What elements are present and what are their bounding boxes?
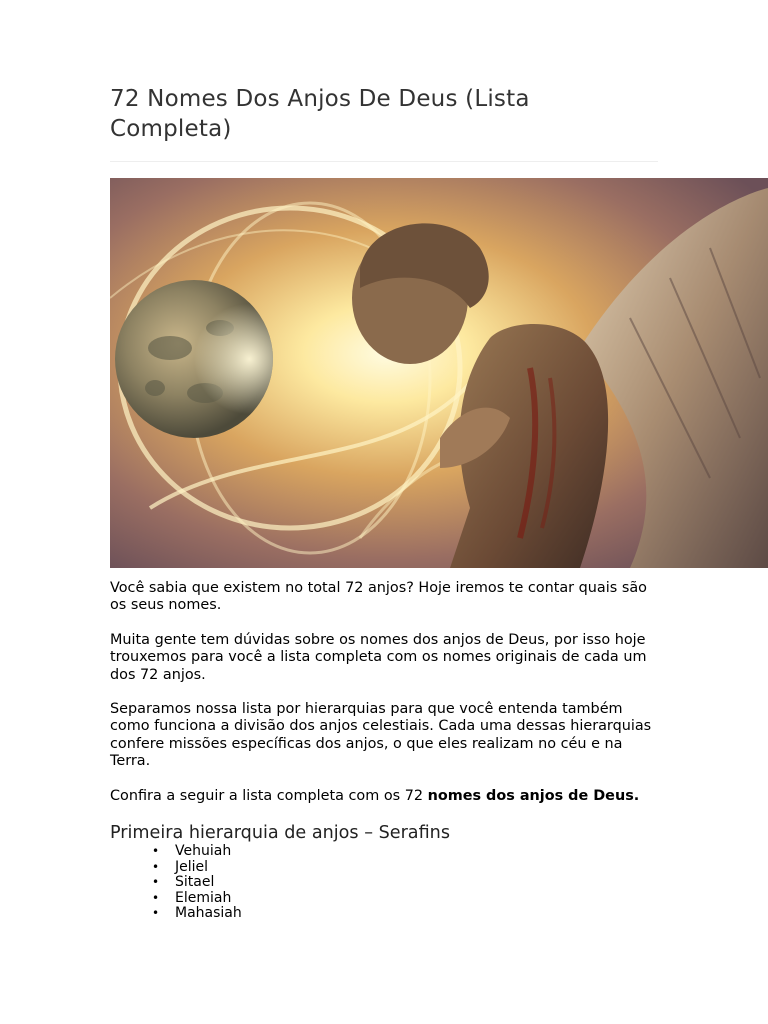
angel-name: Sitael bbox=[175, 874, 215, 890]
angel-name: Jeliel bbox=[175, 858, 209, 875]
doubts-paragraph: Muita gente tem dúvidas sobre os nomes dos anjos de Deus, por isso hoje trouxemos para você a lista completa com os nomes originais de cada um dos 72 anjos. bbox=[110, 632, 647, 683]
bullet-icon: • bbox=[152, 875, 160, 889]
confira-paragraph bbox=[110, 788, 660, 805]
hero-image bbox=[110, 178, 768, 568]
intro-paragraph: Você sabia que existem no total 72 anjos? Hoje iremos te contar quais são os seus nomes. bbox=[110, 580, 647, 614]
confira-text: Confira a seguir a lista completa com os 72 bbox=[110, 788, 428, 804]
angel-name: Elemiah bbox=[175, 889, 232, 906]
bullet-icon: • bbox=[152, 859, 160, 874]
list-item bbox=[110, 906, 242, 922]
hierarchy-paragraph: Separamos nossa lista por hierarquias para que você entenda também como funciona a divisão dos anjos celestiais. Cada uma dessas hierarquias confere missões específicas dos anjos, o que eles realizam no céu e na Terra. bbox=[110, 701, 652, 769]
angel-with-planet-illustration bbox=[110, 178, 768, 568]
list-item bbox=[110, 891, 242, 907]
list-item bbox=[110, 860, 242, 876]
angel-name: Vehuiah bbox=[175, 843, 232, 859]
section-heading: Primeira hierarquia de anjos – Serafins bbox=[110, 823, 450, 843]
bullet-icon: • bbox=[152, 906, 160, 920]
angel-name: Mahasiah bbox=[175, 905, 242, 921]
bullet-icon: • bbox=[152, 890, 160, 905]
title-divider bbox=[110, 161, 658, 162]
angel-list bbox=[110, 844, 242, 922]
bullet-icon: • bbox=[152, 844, 160, 858]
confira-bold-text: nomes dos anjos de Deus. bbox=[427, 788, 640, 804]
list-item bbox=[110, 844, 242, 860]
list-item bbox=[110, 875, 242, 891]
page-title: 72 Nomes Dos Anjos De Deus (Lista Completa) bbox=[110, 86, 530, 142]
